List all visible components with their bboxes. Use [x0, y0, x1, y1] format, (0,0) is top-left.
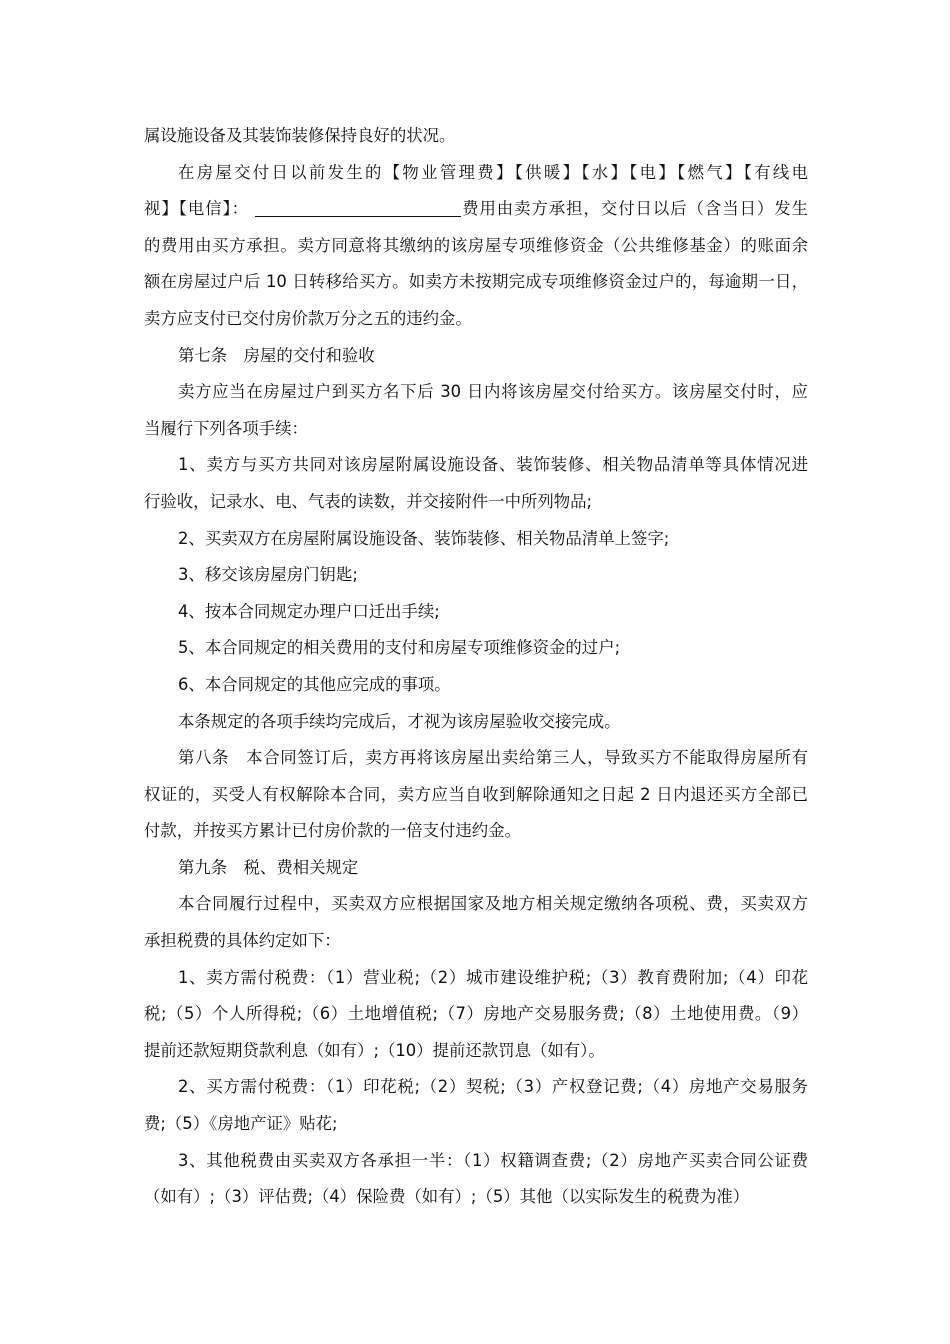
- text-line: 3、其他税费由买卖双方各承担一半：（1）权籍调查费;（2）房地产买卖合同公证费: [178, 1150, 808, 1170]
- text-line-with-blank: [144, 191, 808, 228]
- text-line: 承担税费的具体约定如下：: [144, 931, 341, 951]
- text-line: 的费用由买方承担。卖方同意将其缴纳的该房屋专项维修资金（公共维修基金）的账面余: [144, 235, 808, 255]
- text-line: 6、本合同规定的其他应完成的事项。: [178, 674, 451, 694]
- text-line: 当履行下列各项手续：: [144, 418, 308, 438]
- text-line: 3、移交该房屋房门钥匙;: [178, 565, 358, 585]
- text-span: 视】【电信】：: [144, 199, 249, 219]
- text-line: 1、卖方需付税费：（1）营业税;（2）城市建设维护税;（3）教育费附加;（4）印花: [178, 967, 808, 987]
- text-line: 4、按本合同规定办理户口迁出手续;: [178, 601, 440, 621]
- text-line: 2、买卖双方在房屋附属设施设备、装饰装修、相关物品清单上签字;: [178, 528, 670, 548]
- text-line: 1、卖方与买方共同对该房屋附属设施设备、装饰装修、相关物品清单等具体情况进: [178, 455, 808, 475]
- text-line: 行验收，记录水、电、气表的读数，并交接附件一中所列物品;: [144, 491, 593, 511]
- text-line: 额在房屋过户后 10 日转移给买方。如卖方未按期完成专项维修资金过户的，每逾期一日，: [144, 272, 808, 292]
- text-line: 提前还款短期贷款利息（如有）;（10）提前还款罚息（如有）。: [144, 1040, 605, 1060]
- text-line: 税;（5）个人所得税;（6）土地增值税;（7）房地产交易服务费;（8）土地使用费。（9）: [144, 1004, 808, 1024]
- text-line: 权证的，买受人有权解除本合同，卖方应当自收到解除通知之日起 2 日内退还买方全部已: [144, 784, 808, 804]
- document-page: [144, 118, 808, 1216]
- text-line: 本条规定的各项手续均完成后，才视为该房屋验收交接完成。: [178, 711, 621, 731]
- text-line: 付款，并按买方累计已付房价款的一倍支付违约金。: [144, 821, 521, 841]
- text-line: 2、买方需付税费：（1）印花税;（2）契税;（3）产权登记费;（4）房地产交易服务: [178, 1077, 808, 1097]
- section-heading: 第七条 房屋的交付和验收: [178, 345, 375, 365]
- text-line: 属设施设备及其装饰装修保持良好的状况。: [144, 126, 456, 145]
- text-line: 在房屋交付日以前发生的【物业管理费】【供暖】【水】【电】【燃气】【有线电: [178, 162, 808, 182]
- text-line: 卖方应支付已交付房价款万分之五的违约金。: [144, 308, 472, 328]
- section-heading: 第九条 税、费相关规定: [178, 857, 359, 877]
- text-span: 费用由卖方承担，交付日以后（含当日）发生: [461, 199, 809, 219]
- text-line: （如有）;（3）评估费;（4）保险费（如有）;（5）其他（以实际发生的税费为准）: [144, 1187, 750, 1207]
- text-line: 卖方应当在房屋过户到买方名下后 30 日内将该房屋交付给买方。该房屋交付时，应: [178, 382, 808, 402]
- section-heading: 第八条 本合同签订后，卖方再将该房屋出卖给第三人，导致买方不能取得房屋所有: [178, 748, 808, 768]
- text-line: 费;（5）《房地产证》贴花;: [144, 1114, 338, 1134]
- text-line: 本合同履行过程中，买卖双方应根据国家及地方相关规定缴纳各项税、费，买卖双方: [178, 894, 808, 914]
- text-line: 5、本合同规定的相关费用的支付和房屋专项维修资金的过户;: [178, 638, 621, 658]
- fill-in-blank[interactable]: [255, 198, 461, 217]
